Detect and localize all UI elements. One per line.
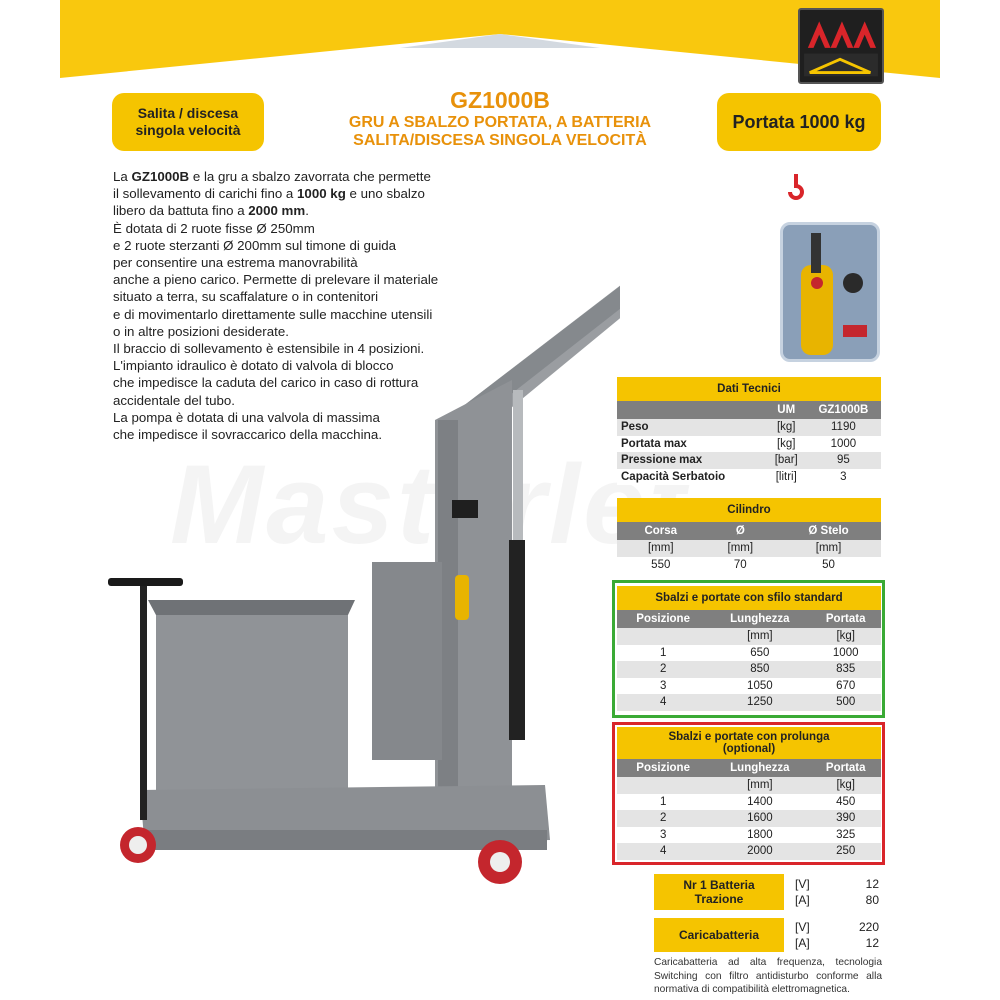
table-row bbox=[617, 540, 881, 557]
table-cell: 3 bbox=[617, 827, 709, 844]
table-cell: [mm] bbox=[776, 540, 881, 557]
table-cell: 3 bbox=[617, 678, 709, 695]
battery-label-line2: Trazione bbox=[694, 892, 744, 906]
table-cell: 390 bbox=[810, 810, 881, 827]
ext-head-2: Portata bbox=[810, 759, 881, 777]
description-text: che impedisce il sovraccarico della macchina. bbox=[113, 427, 383, 443]
battery-table bbox=[792, 876, 882, 908]
table-cell: 2 bbox=[617, 810, 709, 827]
cyl-title: Cilindro bbox=[617, 498, 881, 522]
ext-title bbox=[617, 727, 881, 759]
table-cell: [mm] bbox=[709, 628, 810, 645]
charger-label: Caricabatteria bbox=[654, 918, 784, 952]
table-row bbox=[617, 694, 881, 711]
table-cell: [mm] bbox=[709, 777, 810, 794]
table-row bbox=[617, 843, 881, 860]
hook-icon bbox=[786, 172, 806, 202]
battery-value-1: 80 bbox=[838, 892, 882, 908]
table-cell: 550 bbox=[617, 557, 705, 574]
charger-note: Caricabatteria ad alta frequenza, tecnologia Switching con filtro antidisturbo conforme alla normativa di compatibilità elettromagnetica. bbox=[654, 957, 882, 995]
table-cell: [kg] bbox=[810, 777, 881, 794]
cyl-head-2: Ø Stelo bbox=[776, 522, 881, 540]
tech-data-table bbox=[617, 377, 881, 485]
battery-value-0: 12 bbox=[838, 876, 882, 892]
table-cell: 1800 bbox=[709, 827, 810, 844]
table-cell: [mm] bbox=[705, 540, 777, 557]
ext-title-line1: Sbalzi e portate con prolunga bbox=[668, 731, 830, 743]
speed-badge-line2: singola velocità bbox=[135, 122, 241, 138]
description-bold: 1000 kg bbox=[297, 186, 346, 202]
table-cell: 250 bbox=[810, 843, 881, 860]
table-row bbox=[617, 469, 881, 486]
table-cell: 4 bbox=[617, 843, 709, 860]
battery-label-line1: Nr 1 Batteria bbox=[683, 878, 755, 892]
table-cell: 1400 bbox=[709, 794, 810, 811]
charger-table bbox=[792, 919, 882, 951]
description-text: libero da battuta fino a bbox=[113, 203, 249, 219]
description-text: È dotata di 2 ruote fisse Ø 250mm bbox=[113, 220, 315, 236]
table-cell: 2000 bbox=[709, 843, 810, 860]
description-text: o in altre posizioni desiderate. bbox=[113, 323, 289, 339]
description-text: e uno sbalzo bbox=[345, 186, 425, 202]
charger-unit-0: [V] bbox=[792, 919, 832, 935]
table-cell: [kg] bbox=[810, 628, 881, 645]
table-row bbox=[617, 645, 881, 662]
table-cell: Portata max bbox=[617, 436, 767, 453]
crane-illustration bbox=[100, 150, 620, 895]
standard-extension-table bbox=[617, 586, 881, 711]
table-cell: 1000 bbox=[806, 436, 881, 453]
table-row bbox=[617, 557, 881, 574]
title-block bbox=[300, 86, 700, 150]
table-cell: 70 bbox=[705, 557, 777, 574]
tech-head-1: UM bbox=[767, 401, 806, 419]
table-cell: 650 bbox=[709, 645, 810, 662]
table-cell: 500 bbox=[810, 694, 881, 711]
table-cell: [bar] bbox=[767, 452, 806, 469]
table-row bbox=[617, 436, 881, 453]
table-cell: Pressione max bbox=[617, 452, 767, 469]
std-head-2: Portata bbox=[810, 610, 881, 628]
page-title: GZ1000B bbox=[450, 87, 550, 113]
description-text: La bbox=[113, 169, 132, 184]
charger-value-1: 12 bbox=[832, 935, 882, 951]
table-row bbox=[617, 628, 881, 645]
table-cell: 4 bbox=[617, 694, 709, 711]
ext-head-1: Lunghezza bbox=[709, 759, 810, 777]
table-cell: 1000 bbox=[810, 645, 881, 662]
table-row bbox=[617, 777, 881, 794]
table-cell: 835 bbox=[810, 661, 881, 678]
table-cell: [litri] bbox=[767, 469, 806, 486]
description-text: Il braccio di sollevamento è estensibile in 4 posizioni. bbox=[113, 341, 425, 357]
std-title: Sbalzi e portate con sfilo standard bbox=[617, 586, 881, 610]
table-cell: 2 bbox=[617, 661, 709, 678]
speed-badge-line1: Salita / discesa bbox=[137, 105, 239, 121]
description-bold: GZ1000B bbox=[131, 169, 190, 184]
table-cell bbox=[617, 628, 709, 645]
description-text: per consentire una estrema manovrabilità bbox=[113, 255, 358, 271]
table-row bbox=[617, 810, 881, 827]
table-cell: Capacità Serbatoio bbox=[617, 469, 767, 486]
page-subtitle-2: SALITA/DISCESA SINGOLA VELOCITÀ bbox=[353, 132, 647, 149]
description-text: che impedisce la caduta del carico in caso di rottura bbox=[113, 375, 419, 391]
cyl-head-0: Corsa bbox=[617, 522, 705, 540]
description-text: il sollevamento di carichi fino a bbox=[113, 186, 298, 202]
table-cell: [kg] bbox=[767, 436, 806, 453]
table-cell bbox=[617, 777, 709, 794]
table-row bbox=[617, 678, 881, 695]
table-cell: Peso bbox=[617, 419, 767, 436]
ext-head-0: Posizione bbox=[617, 759, 709, 777]
table-row bbox=[617, 661, 881, 678]
table-cell: 3 bbox=[806, 469, 881, 486]
description-text: situato a terra, su scaffalature o in contenitori bbox=[113, 289, 379, 305]
table-cell: 1 bbox=[617, 645, 709, 662]
brand-logo-icon bbox=[798, 8, 884, 84]
description-text: e di movimentarlo direttamente sulle macchine utensili bbox=[113, 306, 433, 322]
table-cell: [mm] bbox=[617, 540, 705, 557]
optional-extension-table bbox=[617, 727, 881, 860]
page-subtitle-1: GRU A SBALZO PORTATA, A BATTERIA bbox=[348, 114, 652, 131]
description-text: anche a pieno carico. Permette di prelevare il materiale bbox=[113, 272, 439, 288]
table-cell: 325 bbox=[810, 827, 881, 844]
pendant-control-icon bbox=[783, 225, 877, 359]
table-cell: 50 bbox=[776, 557, 881, 574]
battery-label bbox=[654, 874, 784, 910]
description-text: accidentale del tubo. bbox=[113, 392, 235, 408]
table-cell: 670 bbox=[810, 678, 881, 695]
table-row bbox=[617, 452, 881, 469]
tech-title: Dati Tecnici bbox=[617, 377, 881, 401]
table-cell: 95 bbox=[806, 452, 881, 469]
table-cell: 450 bbox=[810, 794, 881, 811]
description-text: . bbox=[305, 203, 309, 219]
cyl-head-1: Ø bbox=[705, 522, 777, 540]
capacity-badge: Portata 1000 kg bbox=[717, 93, 881, 151]
charger-unit-1: [A] bbox=[792, 935, 832, 951]
table-row bbox=[617, 794, 881, 811]
description-text: La pompa è dotata di una valvola di massima bbox=[113, 409, 380, 425]
table-row bbox=[617, 827, 881, 844]
table-cell: 850 bbox=[709, 661, 810, 678]
description-bold: 2000 mm bbox=[248, 203, 306, 219]
table-cell: 1250 bbox=[709, 694, 810, 711]
table-cell: 1050 bbox=[709, 678, 810, 695]
battery-unit-0: [V] bbox=[792, 876, 838, 892]
std-head-0: Posizione bbox=[617, 610, 709, 628]
table-row bbox=[617, 419, 881, 436]
description-text: e la gru a sbalzo zavorrata che permette bbox=[189, 169, 431, 184]
table-cell: 1 bbox=[617, 794, 709, 811]
table-cell: 1190 bbox=[806, 419, 881, 436]
charger-value-0: 220 bbox=[832, 919, 882, 935]
battery-unit-1: [A] bbox=[792, 892, 838, 908]
std-head-1: Lunghezza bbox=[709, 610, 810, 628]
description-text: L'impianto idraulico è dotato di valvola di blocco bbox=[113, 358, 394, 374]
cylinder-table bbox=[617, 498, 881, 573]
speed-badge bbox=[112, 93, 264, 151]
table-cell: 1600 bbox=[709, 810, 810, 827]
table-cell: [kg] bbox=[767, 419, 806, 436]
ext-title-line2: (optional) bbox=[722, 743, 776, 755]
tech-head-0 bbox=[617, 401, 767, 419]
description-text: e 2 ruote sterzanti Ø 200mm sul timone di guida bbox=[113, 237, 397, 253]
pendant-control-photo bbox=[780, 222, 880, 362]
tech-head-2: GZ1000B bbox=[806, 401, 881, 419]
